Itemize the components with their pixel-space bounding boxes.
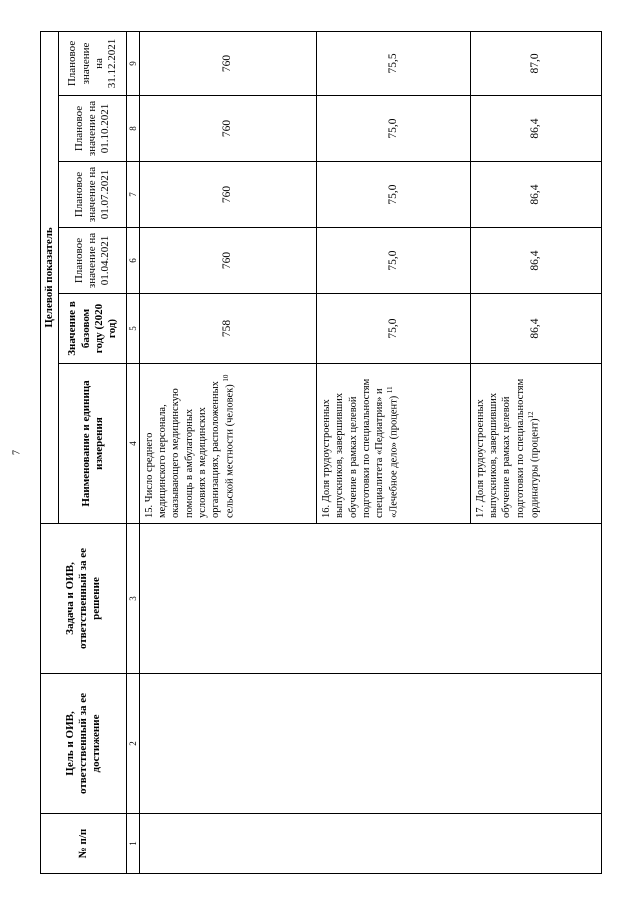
footnote-ref: 11 xyxy=(385,386,394,394)
col-num-6: 6 xyxy=(127,228,140,294)
q2-value: 86,4 xyxy=(471,162,602,228)
header-goal: Цель и ОИВ, ответственный за ее достижение xyxy=(41,674,127,814)
header-task: Задача и ОИВ, ответственный за ее решение xyxy=(41,524,127,674)
row-num-cell xyxy=(140,814,602,874)
header-q2: Плановое значение на 01.07.2021 xyxy=(59,162,127,228)
column-number-row xyxy=(127,31,140,873)
indicator-name: 16. Доля трудоустроенных выпускников, завершивших обучение в рамках целевой подготовки по специальностям специалитета «Педиатрия» и «Лечебное дело» (процент) $^{11}$ xyxy=(317,364,471,524)
header-base: Значение в базовом году (2020 год) xyxy=(59,294,127,364)
q3-value: 75,0 xyxy=(317,96,471,162)
col-num-8: 8 xyxy=(127,96,140,162)
q2-value: 75,0 xyxy=(317,162,471,228)
footnote-ref: 12 xyxy=(526,411,535,419)
page-number: 7 xyxy=(11,450,23,455)
q4-value: 75,5 xyxy=(317,31,471,95)
col-num-1: 1 xyxy=(127,814,140,874)
indicator-name: 15. Число среднего медицинского персонала, оказывающего медицинскую помощь в амбулаторных условиях в медицинских организациях, расположенных сельской местности (человек) $^{10}$ xyxy=(140,364,317,524)
header-target-indicator: Целевой показатель xyxy=(41,31,59,523)
q3-value: 86,4 xyxy=(471,96,602,162)
col-num-2: 2 xyxy=(127,674,140,814)
q3-value: 760 xyxy=(140,96,317,162)
table-container xyxy=(40,32,602,874)
base-value: 758 xyxy=(140,294,317,364)
indicator-name: 17. Доля трудоустроенных выпускников, завершивших обучение в рамках целевой подготовки по специальностям ординатуры (процент)$^{12}$ xyxy=(471,364,602,524)
q4-value: 760 xyxy=(140,31,317,95)
col-num-7: 7 xyxy=(127,162,140,228)
base-value: 86,4 xyxy=(471,294,602,364)
col-num-9: 9 xyxy=(127,31,140,95)
target-indicators-table xyxy=(40,31,602,874)
table-row xyxy=(140,31,317,873)
header-num: № п/п xyxy=(41,814,127,874)
footnote-ref: 10 xyxy=(221,374,230,382)
base-value: 75,0 xyxy=(317,294,471,364)
header-name: Наименование и единица измерения xyxy=(59,364,127,524)
q2-value: 760 xyxy=(140,162,317,228)
col-num-3: 3 xyxy=(127,524,140,674)
task-cell xyxy=(140,524,602,674)
col-num-5: 5 xyxy=(127,294,140,364)
rotated-table xyxy=(40,32,602,874)
q4-value: 87,0 xyxy=(471,31,602,95)
header-q3: Плановое значение на 01.10.2021 xyxy=(59,96,127,162)
goal-cell xyxy=(140,674,602,814)
col-num-4: 4 xyxy=(127,364,140,524)
header-q1: Плановое значение на 01.04.2021 xyxy=(59,228,127,294)
header-q4: Плановое значение на 31.12.2021 xyxy=(59,31,127,95)
q1-value: 760 xyxy=(140,228,317,294)
q1-value: 86,4 xyxy=(471,228,602,294)
q1-value: 75,0 xyxy=(317,228,471,294)
